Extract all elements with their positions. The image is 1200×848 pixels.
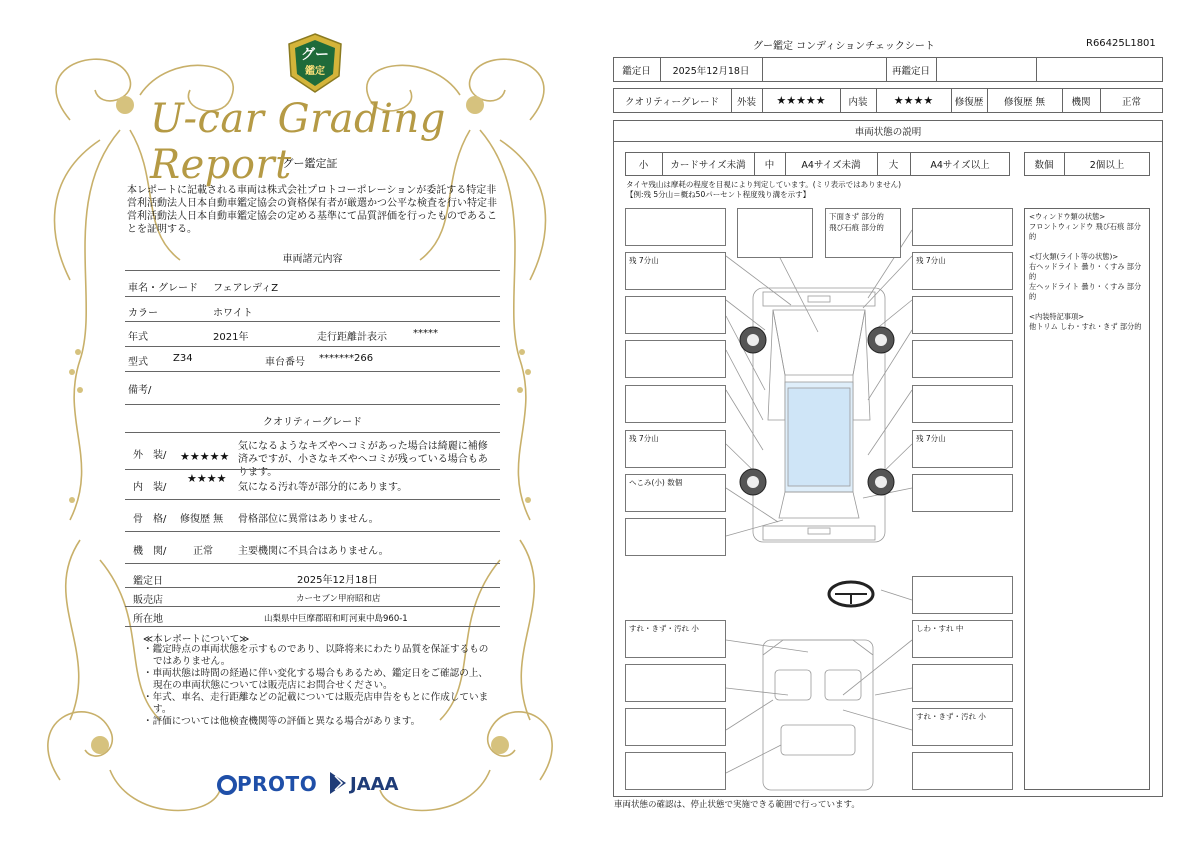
year-label: 年式 (128, 332, 148, 343)
note-line: <灯火類(ライト等の状態)> (1029, 252, 1119, 261)
chassis-label: 車台番号 (265, 357, 305, 368)
intro-text: 本レポートに記載される車両は株式会社プロトコーポレーションが委託する特定非営利活動法人日本自動車鑑定協会の資格保有者が厳選かつ公平な検査を行い特定非営利活動法人日本自動車鑑定協会の定める基準にて品質評価を行ったものであることを証明する。 (127, 185, 497, 235)
proto-logo: PROTO (237, 772, 318, 796)
int-stars: ★★★★ (893, 94, 934, 107)
tire-fl-text: 残 7分山 (629, 256, 659, 265)
size-small-desc: カードサイズ未満 (670, 160, 746, 171)
tire-example: 【例:残 5分山＝概ね50パーセント程度残り溝を示す】 (626, 190, 811, 199)
panel-under (825, 208, 901, 258)
count-label: 数個 (1034, 160, 1054, 171)
note-line: <ウィンドウ類の状態> (1029, 212, 1106, 221)
panel-dent (625, 474, 726, 512)
divider (125, 321, 500, 322)
engine-label: 機 関/ (133, 546, 167, 557)
count-desc: 2個以上 (1089, 160, 1125, 171)
special-notes-box (1024, 208, 1150, 790)
seat-rear-text: すれ・きず・汚れ 小 (916, 712, 986, 721)
size-large-desc: A4サイズ以上 (930, 160, 990, 171)
quality-grade-label: クオリティーグレード (624, 96, 720, 108)
size-mid: 中 (764, 160, 775, 171)
appraisal-date-label: 鑑定日 (133, 576, 163, 587)
date-value: 2025年12月18日 (672, 65, 750, 77)
panel-tire-rl (625, 430, 726, 468)
dealer-value: カーセブン甲府昭和店 (296, 594, 381, 604)
ext-stars: ★★★★★ (776, 94, 826, 107)
panel-empty (625, 708, 726, 746)
panel-empty (625, 296, 726, 334)
address-label: 所在地 (133, 614, 163, 625)
spec-section-title: 車両諸元内容 (282, 254, 343, 265)
divider (125, 296, 500, 297)
chip-text: 飛び石痕 部分的 (829, 223, 884, 232)
dealer-label: 販売店 (133, 595, 163, 606)
note-line (1029, 302, 1145, 312)
divider (125, 346, 500, 347)
divider (125, 371, 500, 372)
vehicle-name-value: フェアレディZ (213, 283, 279, 294)
seat-right-text: しわ・すれ 中 (916, 624, 964, 633)
panel-empty (912, 474, 1013, 512)
panel-empty (625, 752, 726, 790)
appraisal-date-value: 2025年12月18日 (297, 575, 378, 586)
frame-desc: 骨格部位に異常はありません。 (238, 514, 379, 525)
divider (125, 626, 500, 627)
year-value: 2021年 (213, 332, 249, 343)
panel-empty (912, 296, 1013, 334)
color-value: ホワイト (213, 308, 253, 319)
certificate-title: グー鑑定証 (282, 157, 338, 170)
note-item: ・車両状態は時間の経過に伴い変化する場合もあるため、鑑定日をご確認の上、現在の車両状態については販売店にお問合せください。 (143, 668, 488, 691)
repair-label: 修復歴 (954, 96, 984, 108)
under-scratch-text: 下面きず 部分的 (829, 212, 884, 221)
panel-seat-rear (912, 708, 1013, 746)
model-value: Z34 (173, 353, 193, 364)
note-line: 他トリム しわ・すれ・きず 部分的 (1029, 322, 1142, 331)
exterior-desc: 気になるようなキズやヘコミがあった場合は綺麗に補修済みですが、小さなキズやヘコミが残っている場合もあります。 (238, 441, 488, 478)
proto-logo-icon (217, 774, 237, 796)
panel-empty (625, 385, 726, 423)
divider (125, 606, 500, 607)
int-label: 内装 (848, 96, 868, 108)
divider (125, 432, 500, 433)
footer-note: 車両状態の確認は、停止状態で実施できる範囲で行っています。 (614, 800, 860, 810)
panel-empty (912, 340, 1013, 378)
note-item: ・鑑定時点の車両状態を示すものであり、以降将来にわたり品質を保証するものではありません。 (143, 644, 489, 667)
panel-seat-right (912, 620, 1013, 658)
divider (125, 499, 500, 500)
report-id: R66425L1801 (1086, 38, 1156, 49)
panel-tire-fl (625, 252, 726, 290)
note-line: 右ヘッドライト 曇り・くすみ 部分的 (1029, 262, 1142, 281)
chassis-value: *******266 (319, 353, 374, 364)
panel-empty (625, 518, 726, 556)
odometer-value: ***** (413, 328, 438, 339)
interior-label: 内 装/ (133, 482, 167, 493)
frame-label: 骨 格/ (133, 514, 167, 525)
interior-stars: ★★★★ (187, 472, 227, 485)
script-title: U-car Grading Report (150, 96, 446, 188)
reappraisal-label: 再鑑定日 (891, 65, 930, 77)
engine-label-r: 機関 (1071, 96, 1091, 108)
divider (125, 531, 500, 532)
panel-empty (912, 664, 1013, 702)
panel-empty (912, 208, 1013, 246)
odometer-label: 走行距離計表示 (317, 332, 387, 343)
divider (125, 270, 500, 271)
panel-empty (737, 208, 813, 258)
panel-seat-left (625, 620, 726, 658)
engine-desc: 主要機関に不具合はありません。 (238, 546, 389, 557)
remarks-label: 備考/ (128, 385, 152, 396)
note-line: 左ヘッドライト 曇り・くすみ 部分的 (1029, 282, 1142, 301)
badge-top-text: グー (301, 47, 329, 63)
tire-fr-text: 残 7分山 (916, 256, 946, 265)
date-label: 鑑定日 (622, 65, 651, 77)
note-item: ・年式、車名、走行距離などの記載については販売店申告をもとに作成しています。 (143, 692, 489, 715)
badge-bottom-text: 鑑定 (305, 66, 325, 77)
dent-text: へこみ(小) 数個 (629, 478, 683, 487)
state-title: 車両状態の説明 (854, 126, 922, 138)
quality-section-title: クオリティーグレード (263, 417, 362, 428)
note-line (1029, 242, 1145, 252)
tire-rr-text: 残 7分山 (916, 434, 946, 443)
panel-empty (625, 664, 726, 702)
notes-list (143, 644, 493, 728)
divider (125, 404, 500, 405)
notes-title: ≪本レポートについて≫ (143, 634, 250, 645)
panel-empty (625, 208, 726, 246)
panel-tire-fr (912, 252, 1013, 290)
jaaa-logo-icon (328, 770, 348, 796)
color-label: カラー (128, 308, 158, 319)
divider (613, 141, 1163, 142)
size-small: 小 (638, 160, 649, 171)
seat-left-text: すれ・きず・汚れ 小 (629, 624, 699, 633)
interior-desc: 気になる汚れ等が部分的にあります。 (238, 482, 408, 493)
divider (125, 563, 500, 564)
exterior-label: 外 装/ (133, 450, 167, 461)
jaaa-logo: JAAA (350, 774, 399, 795)
tire-rl-text: 残 7分山 (629, 434, 659, 443)
model-label: 型式 (128, 357, 148, 368)
size-large: 大 (888, 160, 899, 171)
exterior-stars: ★★★★★ (180, 450, 230, 463)
size-mid-desc: A4サイズ未満 (801, 160, 861, 171)
vehicle-name-label: 車名・グレード (128, 283, 198, 294)
panel-empty (912, 385, 1013, 423)
panel-empty (912, 576, 1013, 614)
panel-tire-rr (912, 430, 1013, 468)
engine-value: 正常 (193, 546, 213, 557)
note-line: フロントウィンドウ 飛び石痕 部分的 (1029, 222, 1141, 241)
repair-value: 修復歴 無 (1003, 96, 1046, 108)
engine-value-r: 正常 (1121, 96, 1141, 108)
ext-label: 外装 (736, 96, 756, 108)
frame-value: 修復歴 無 (180, 514, 224, 525)
address-value: 山梨県中巨摩郡昭和町河東中島960-1 (264, 614, 408, 624)
panel-empty (912, 752, 1013, 790)
note-line: <内装特記事項> (1029, 312, 1085, 321)
sheet-title: グー鑑定 コンディションチェックシート (753, 41, 935, 52)
tire-note: タイヤ残山は摩耗の程度を目視により判定しています。(ミリ表示ではありません) (626, 180, 902, 189)
panel-empty (625, 340, 726, 378)
divider (125, 469, 500, 470)
note-item: ・評価については他検査機関等の評価と異なる場合があります。 (143, 716, 421, 727)
divider (125, 587, 500, 588)
